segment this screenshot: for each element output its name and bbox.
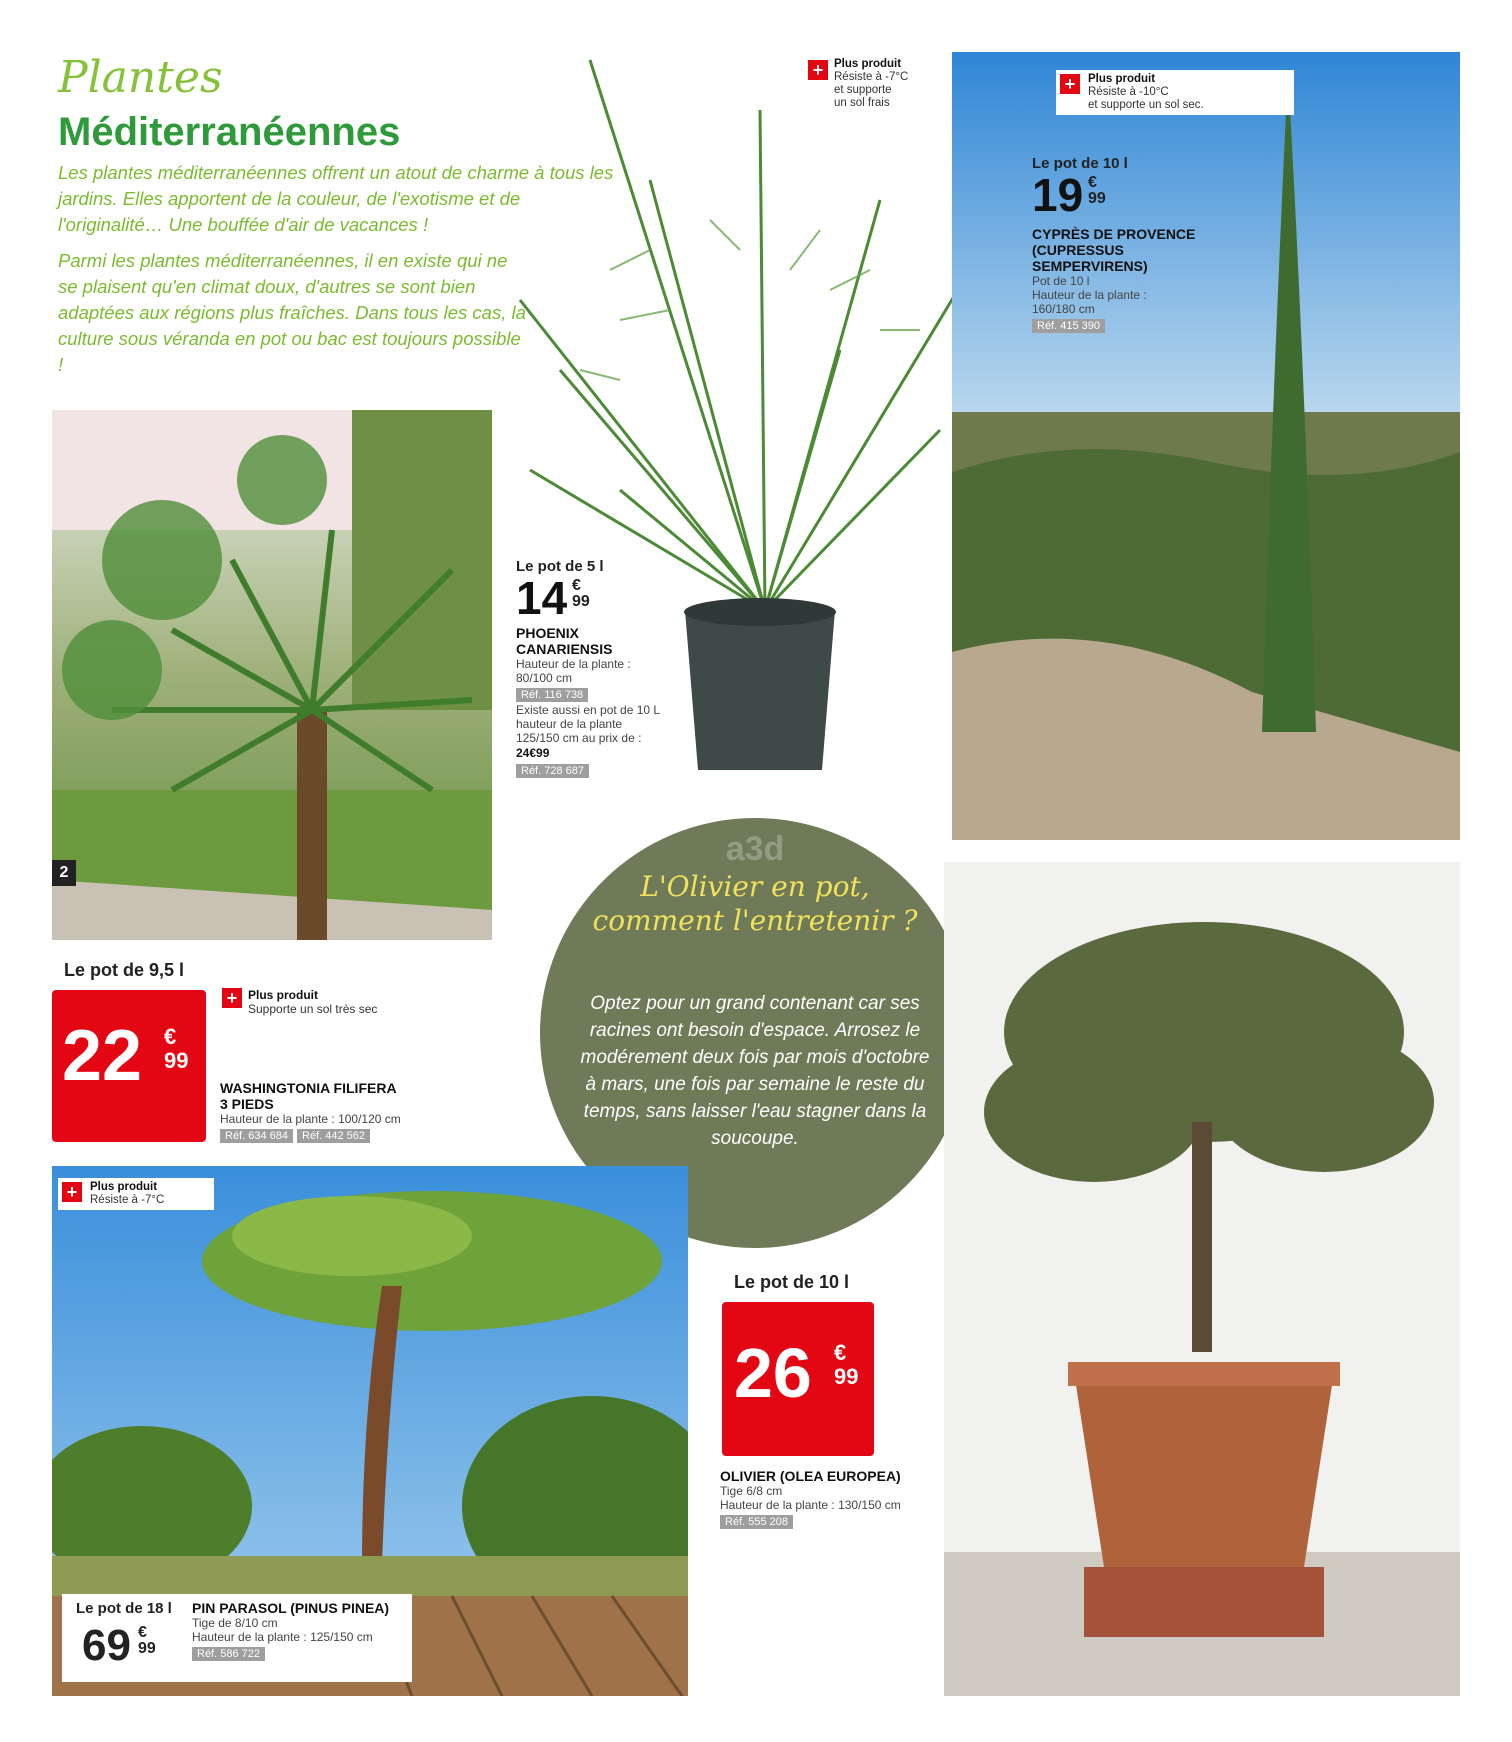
plus-text: un sol frais xyxy=(834,97,890,109)
product-desc: Tige 6/8 cm xyxy=(720,1484,783,1498)
pot-label: Le pot de 5 l xyxy=(516,558,604,575)
product-name: SEMPERVIRENS) xyxy=(1032,258,1148,274)
price-integer: 26 xyxy=(734,1334,812,1412)
plus-title: Plus produit xyxy=(834,58,902,70)
bubble-title xyxy=(560,870,950,938)
product-desc: Tige de 8/10 cm xyxy=(192,1616,278,1630)
product-desc: 160/180 cm xyxy=(1032,302,1095,316)
price-decimal: 99 xyxy=(834,1364,859,1389)
reference: Réf. 555 208 xyxy=(720,1515,793,1529)
price-decimal: 99 xyxy=(138,1640,156,1657)
plus-text: et supporte un sol sec. xyxy=(1088,99,1204,111)
product-desc: hauteur de la plante xyxy=(516,717,623,731)
product-name: PIN PARASOL (PINUS PINEA) xyxy=(192,1600,390,1616)
plus-icon: + xyxy=(808,60,828,80)
price-currency: € xyxy=(572,577,581,594)
price-decimal: 99 xyxy=(572,593,590,610)
price-currency: € xyxy=(164,1024,177,1049)
product-desc: 125/150 cm au prix de : xyxy=(516,731,642,745)
price-integer: 14 xyxy=(516,572,568,624)
plus-icon: + xyxy=(222,988,242,1008)
product-desc: Hauteur de la plante : 125/150 cm xyxy=(192,1630,373,1644)
plus-title: Plus produit xyxy=(1088,73,1156,85)
product-desc: Hauteur de la plante : xyxy=(516,657,631,671)
cypres-plus-box xyxy=(1056,70,1294,115)
washingtonia-pot-label: Le pot de 9,5 l xyxy=(64,960,185,980)
phoenix-plus-box xyxy=(808,58,938,110)
product-name: OLIVIER (OLEA EUROPEA) xyxy=(720,1468,901,1484)
product-desc: Pot de 10 l xyxy=(1032,274,1090,288)
product-desc: Hauteur de la plante : 100/120 cm xyxy=(220,1112,401,1126)
intro-paragraph-1: Les plantes méditerranéennes offrent un atout de charme à tous les jardins. Elles apportent de la couleur, de l'exotisme et de l'originalité… Une bouffée d'air de vacances ! xyxy=(58,162,614,235)
plus-text: Résiste à -7°C xyxy=(90,1194,165,1206)
olivier-pot-label: Le pot de 10 l xyxy=(734,1272,850,1292)
pin-info-panel xyxy=(62,1594,412,1682)
plus-text: Résiste à -10°C xyxy=(1088,86,1169,98)
reference: Réf. 415 390 xyxy=(1032,319,1105,333)
product-desc: Hauteur de la plante : xyxy=(1032,288,1147,302)
bubble-title-line: comment l'entretenir ? xyxy=(592,904,918,937)
product-name: PHOENIX xyxy=(516,625,580,641)
plus-text: Résiste à -7°C xyxy=(834,71,909,83)
phoenix-info xyxy=(516,558,696,779)
olivier-photo xyxy=(944,862,1460,1696)
photo-number-badge: 2 xyxy=(52,860,76,886)
price-integer: 19 xyxy=(1032,169,1084,221)
reference: Réf. 728 687 xyxy=(516,764,589,778)
plus-text: et supporte xyxy=(834,84,892,96)
price xyxy=(1032,169,1232,226)
page-title: Méditerranéennes xyxy=(58,110,401,154)
reference: Réf. 116 738 xyxy=(516,688,588,702)
price-currency: € xyxy=(1088,174,1097,191)
price-integer: 22 xyxy=(62,1016,143,1096)
bubble-text: Optez pour un grand contenant car ses racines ont besoin d'espace. Arrosez le modérement deux fois par mois d'octobre à mars, une fois par semaine le reste du temps, sans laisser l'eau stagner dans la soucoupe. xyxy=(580,993,930,1149)
reference: Réf. 586 722 xyxy=(192,1647,265,1661)
price-currency: € xyxy=(138,1624,147,1641)
plus-text: Supporte un sol très sec xyxy=(248,1002,378,1016)
title-script: Plantes xyxy=(58,52,223,103)
price-decimal: 99 xyxy=(1088,190,1106,207)
price-decimal: 99 xyxy=(164,1048,189,1073)
alt-price: 24€99 xyxy=(516,746,550,760)
product-name: WASHINGTONIA FILIFERA xyxy=(220,1080,397,1096)
pin-plus-box xyxy=(58,1178,214,1210)
plus-title: Plus produit xyxy=(248,988,318,1002)
product-name: CANARIENSIS xyxy=(516,641,613,657)
watermark: a3d xyxy=(725,830,785,868)
pot-label: Le pot de 18 l xyxy=(76,1600,172,1617)
washingtonia-plus xyxy=(222,988,442,1016)
price xyxy=(516,572,696,625)
cypres-info xyxy=(1032,155,1232,334)
pot-label: Le pot de 10 l xyxy=(1032,155,1128,172)
washingtonia-price xyxy=(52,990,206,1142)
washingtonia-info xyxy=(220,1080,460,1144)
washingtonia-photo xyxy=(52,410,492,940)
product-desc: Hauteur de la plante : 130/150 cm xyxy=(720,1498,901,1512)
product-name: (CUPRESSUS xyxy=(1032,242,1124,258)
plus-title: Plus produit xyxy=(90,1181,158,1193)
product-name: CYPRÈS DE PROVENCE xyxy=(1032,226,1196,242)
reference: Réf. 442 562 xyxy=(297,1129,370,1143)
price-currency: € xyxy=(834,1340,847,1365)
reference: Réf. 634 684 xyxy=(220,1129,293,1143)
plus-icon: + xyxy=(1060,74,1080,94)
product-desc: 80/100 cm xyxy=(516,671,573,685)
olivier-price xyxy=(722,1302,874,1456)
product-name: 3 PIEDS xyxy=(220,1096,274,1112)
product-desc: Existe aussi en pot de 10 L xyxy=(516,703,661,717)
price-integer: 69 xyxy=(82,1621,131,1670)
bubble-title-line: L'Olivier en pot, xyxy=(640,870,870,903)
olivier-info xyxy=(720,1468,940,1530)
plus-icon: + xyxy=(62,1182,82,1202)
intro-paragraph-2: Parmi les plantes méditerranéennes, il en existe qui ne se plaisent qu'en climat doux, d'autres se sont bien adaptées aux régions plus fraîches. Dans tous les cas, la culture sous véranda en pot ou bac est toujours possible ! xyxy=(58,250,526,375)
